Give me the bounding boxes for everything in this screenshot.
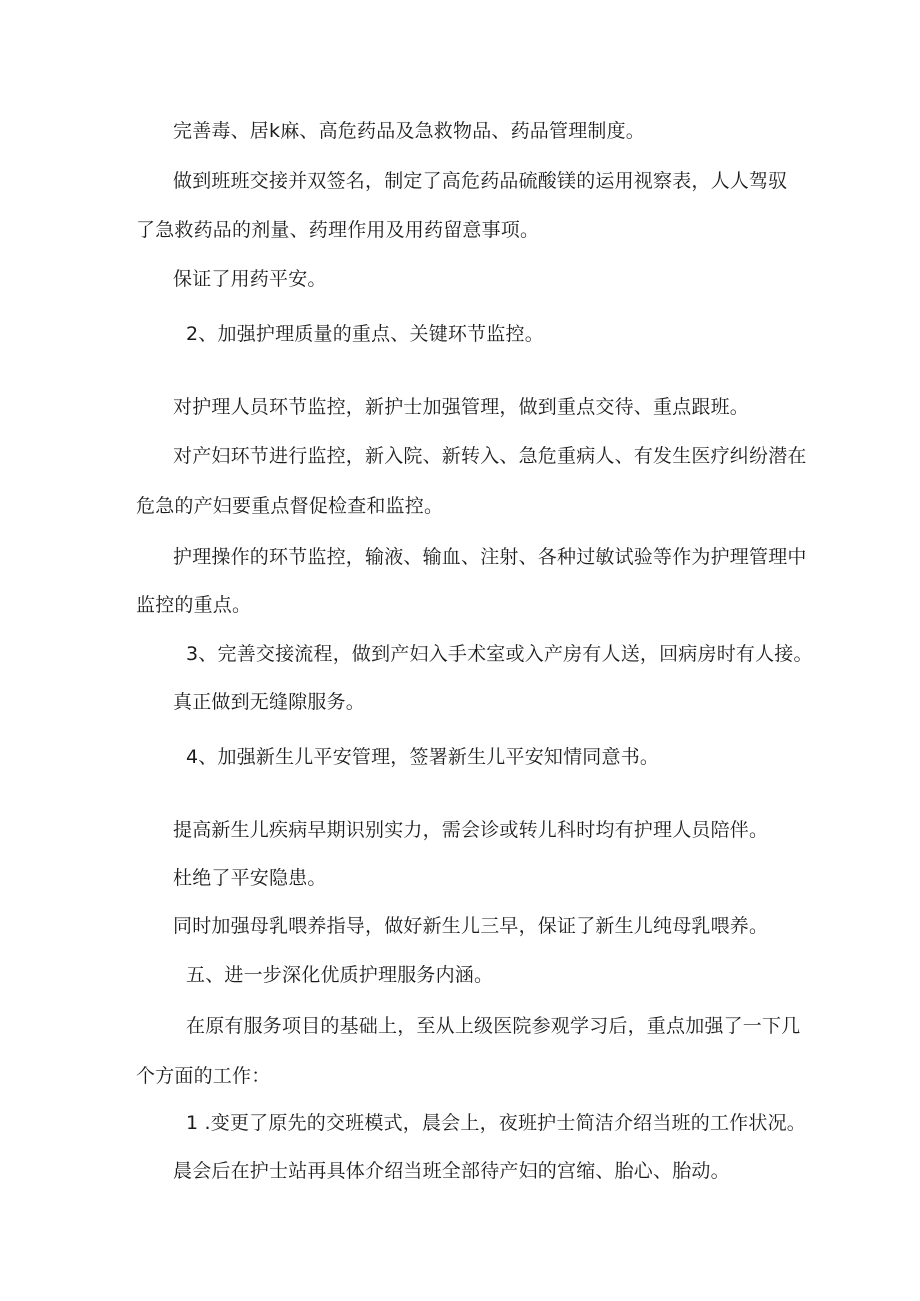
text-line: 提高新生儿疾病早期识别实力，需会诊或转儿科时均有护理人员陪伴。	[173, 819, 769, 841]
text-line: 监控的重点。	[136, 594, 252, 616]
text-line: 危急的产妇要重点督促检查和监控。	[136, 495, 444, 517]
text-line: 完善毒、居k麻、高危药品及急救物品、药品管理制度。	[173, 120, 646, 142]
text-line: 晨会后在护士站再具体介绍当班全部待产妇的宫缩、胎心、胎动。	[173, 1160, 730, 1182]
text-line: 护理操作的环节监控，输液、输血、注射、各种过敏试验等作为护理管理中	[173, 546, 807, 568]
text-line: 2、加强护理质量的重点、关键环节监控。	[186, 323, 544, 345]
text-line: 保证了用药平安。	[173, 268, 327, 290]
text-line: 个方面的工作：	[136, 1065, 271, 1087]
text-line: 同时加强母乳喂养指导，做好新生儿三早，保证了新生儿纯母乳喂养。	[173, 915, 769, 937]
text-line: 五、进一步深化优质护理服务内涵。	[186, 964, 494, 986]
text-line: 对护理人员环节监控，新护士加强管理，做到重点交待、重点跟班。	[173, 396, 750, 418]
text-line: 真正做到无缝隙服务。	[173, 691, 366, 713]
text-line: 了急救药品的剂量、药理作用及用药留意事项。	[136, 219, 540, 241]
text-line: 对产妇环节进行监控，新入院、新转入、急危重病人、有发生医疗纠纷潜在	[173, 445, 807, 467]
text-line: 3、完善交接流程，做到产妇入手术室或入产房有人送，回病房时有人接。	[186, 643, 813, 665]
text-line: 杜绝了平安隐患。	[173, 867, 327, 889]
text-line: 在原有服务项目的基础上，至从上级医院参观学习后，重点加强了一下几	[186, 1015, 801, 1037]
text-line: 1 .变更了原先的交班模式，晨会上，夜班护士简洁介绍当班的工作状况。	[186, 1112, 806, 1134]
text-line: 4、加强新生儿平安管理，签署新生儿平安知情同意书。	[186, 746, 660, 768]
text-line: 做到班班交接并双签名，制定了高危药品硫酸镁的运用视察表，人人驾驭	[173, 170, 788, 192]
